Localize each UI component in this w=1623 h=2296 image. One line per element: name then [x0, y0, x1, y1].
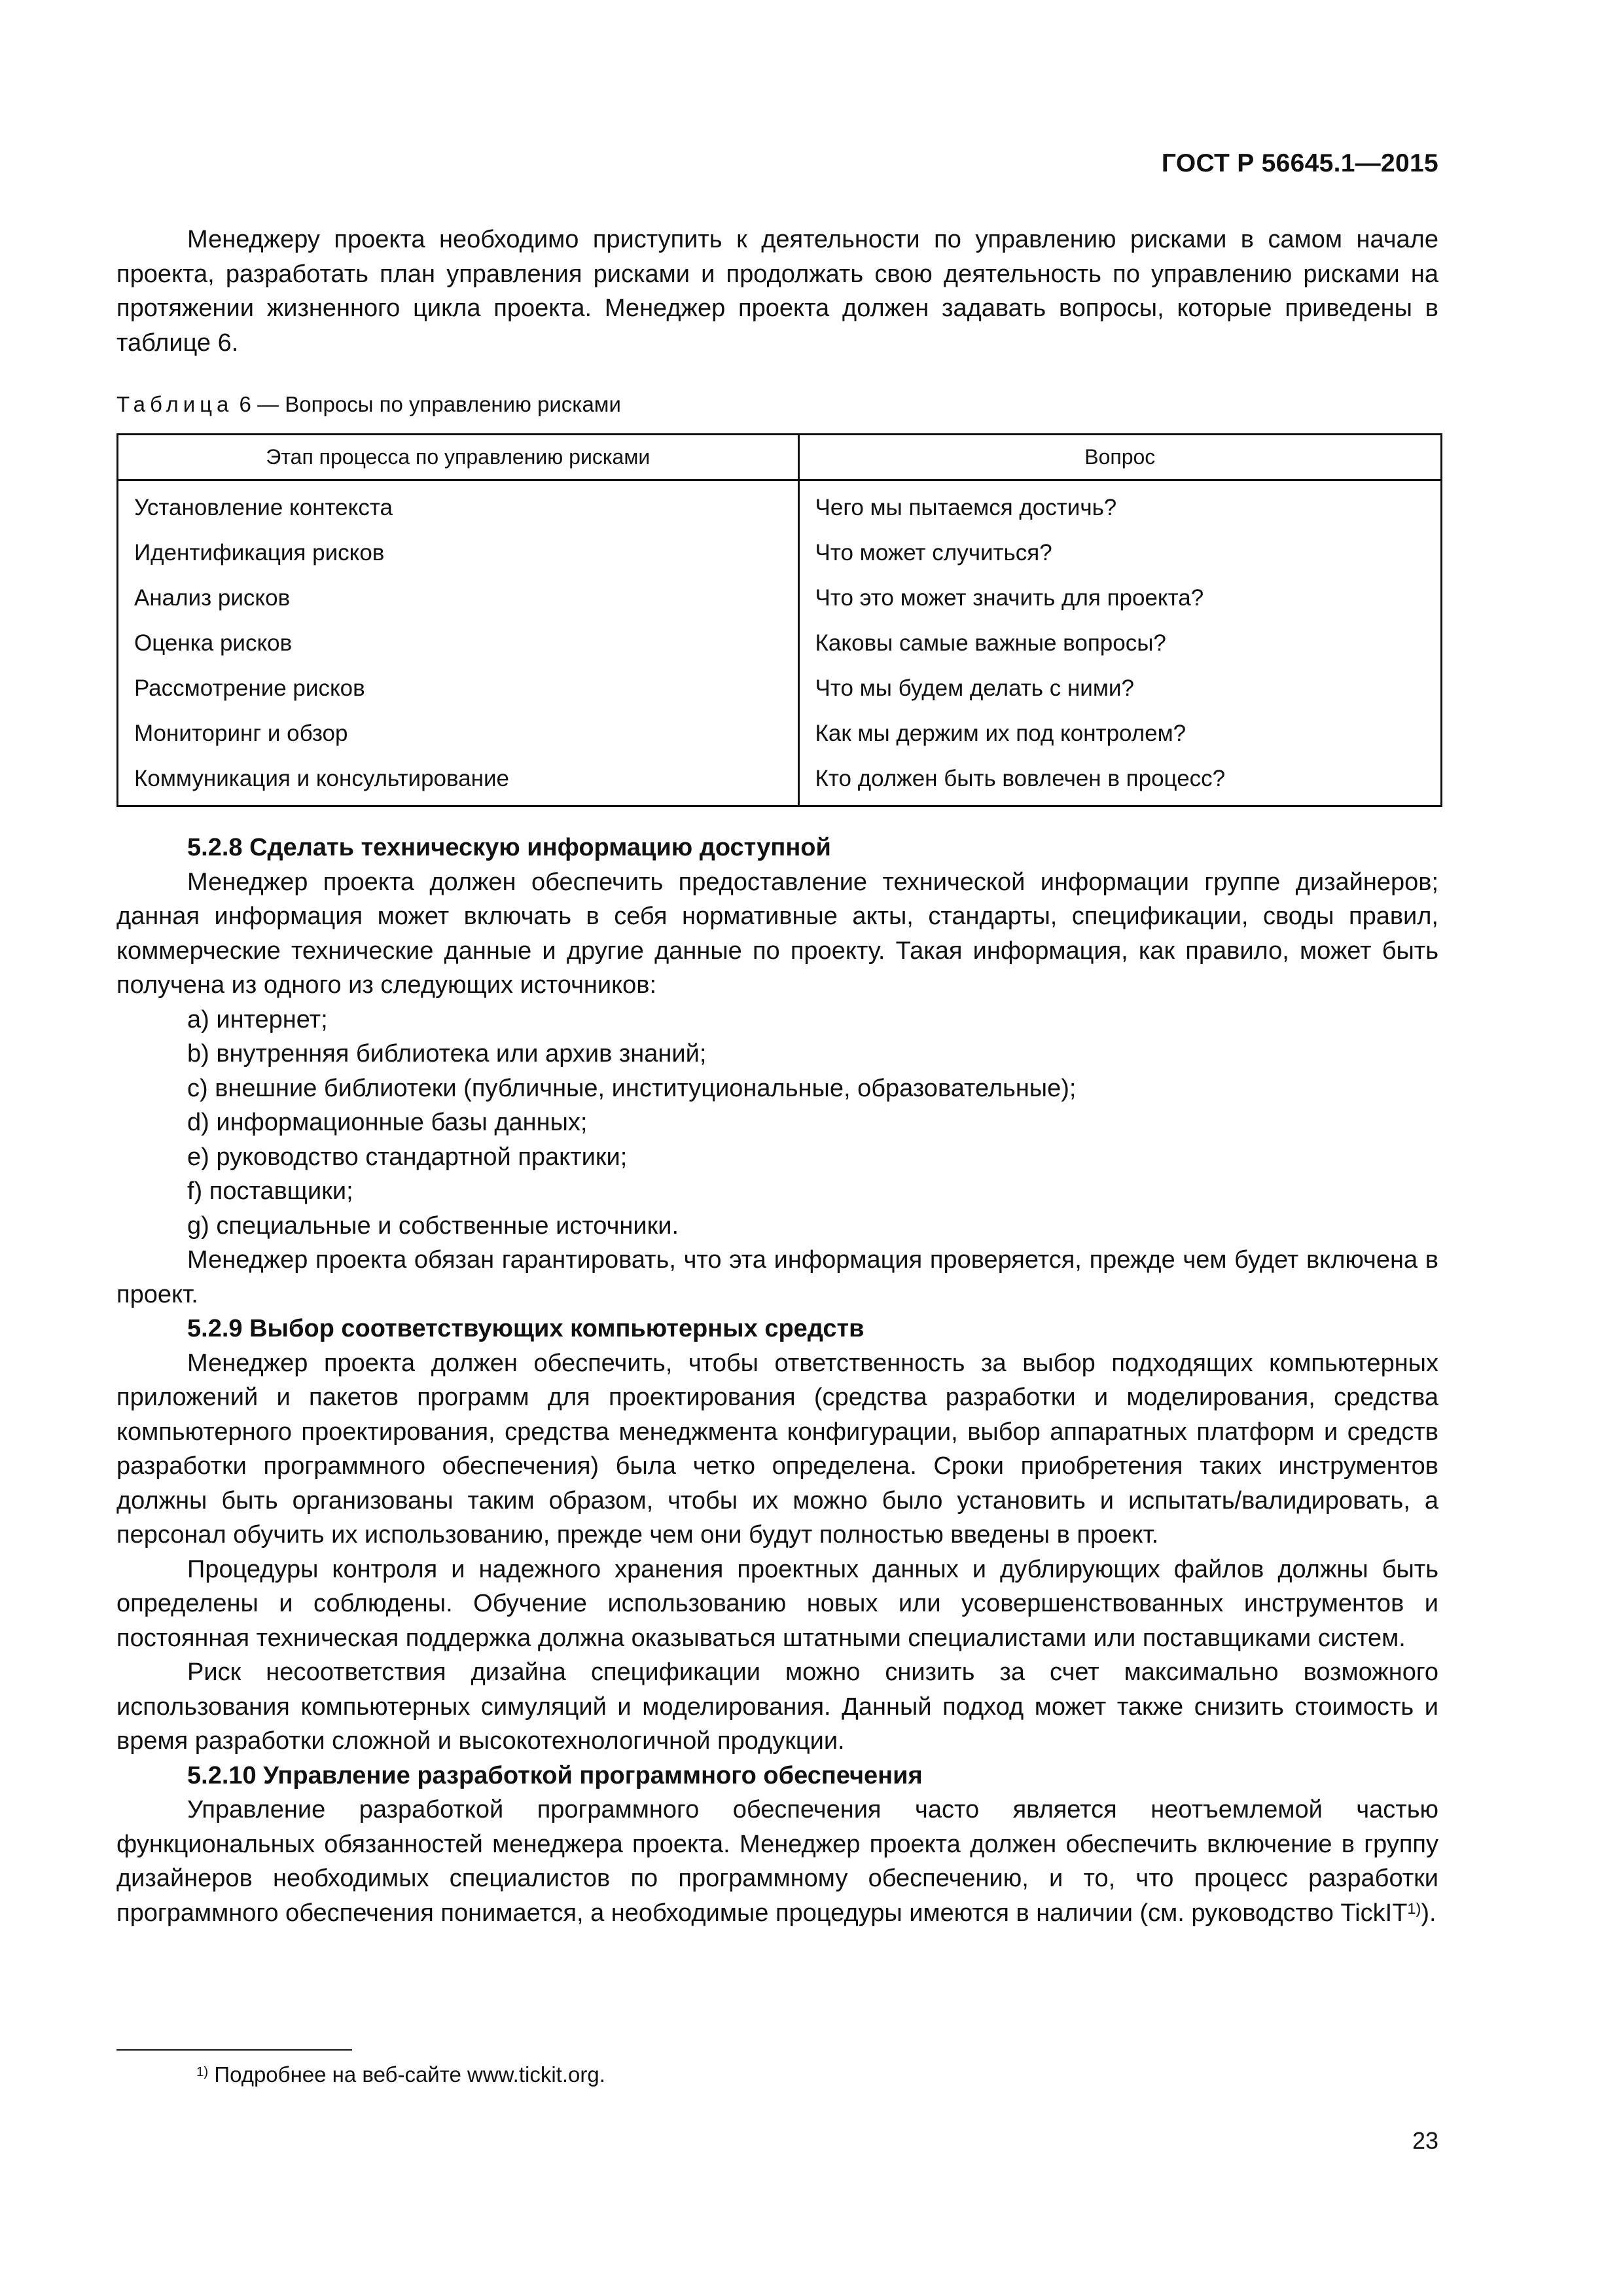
footnote-mark: 1) — [196, 2064, 209, 2079]
footnote — [196, 2060, 605, 2089]
table-caption-title: 6 — Вопросы по управлению рисками — [233, 392, 621, 416]
table-row — [118, 530, 1442, 575]
heading-5-2-9: 5.2.9 Выбор соответствующих компьютерных средств — [187, 1315, 865, 1342]
table-cell-stage: Анализ рисков — [118, 575, 799, 620]
table-cell-question: Как мы держим их под контролем? — [798, 711, 1441, 756]
table-cell-stage: Установление контекста — [118, 480, 799, 531]
paragraph-5-2-8-closing: Менеджер проекта обязан гарантировать, что эта информация проверяется, прежде чем будет включена в проект. — [116, 1246, 1438, 1308]
table-cell-question: Чего мы пытаемся достичь? — [798, 480, 1441, 531]
table-row — [118, 756, 1442, 806]
list-item: c) внешние библиотеки (публичные, институциональные, образовательные); — [187, 1074, 1077, 1102]
table-row — [118, 480, 1442, 531]
heading-5-2-10: 5.2.10 Управление разработкой программного обеспечения — [187, 1761, 923, 1789]
footnote-divider — [116, 2049, 352, 2051]
table-cell-question: Кто должен быть вовлечен в процесс? — [798, 756, 1441, 806]
main-text — [116, 831, 1438, 1930]
table-row — [118, 575, 1442, 620]
table-row — [118, 620, 1442, 666]
table-header-row — [118, 435, 1442, 480]
paragraph-5-2-9-1: Менеджер проекта должен обеспечить, чтобы ответственность за выбор подходящих компьютерных приложений и пакетов программ для проектирования (средства разработки и моделирования, средства компьютерного проектирования, средства менеджмента конфигурации, выбор аппаратных платформ и средств разработки программного обеспечения) была четко определена. Сроки приобретения таких инструментов должны быть организованы таким образом, чтобы их можно было установить и испытать/валидировать, а персонал обучить их использованию, прежде чем они будут полностью введены в проект. — [116, 1349, 1438, 1549]
paragraph-5-2-9-3: Риск несоответствия дизайна спецификации можно снизить за счет максимально возможного использования компьютерных симуляций и моделирования. Данный подход может также снизить стоимость и время разработки сложной и высокотехнологичной продукции. — [116, 1659, 1438, 1755]
paragraph-5-2-10-end: ). — [1421, 1899, 1436, 1927]
table-row — [118, 666, 1442, 711]
table-caption — [116, 390, 621, 419]
intro-paragraph: Менеджеру проекта необходимо приступить к деятельности по управлению рисками в самом начале проекта, разработать план управления рисками и продолжать свою деятельность по управлению рисками на протяжении жизненного цикла проекта. Менеджер проекта должен задавать вопросы, которые приведены в таблице 6. — [116, 226, 1438, 357]
table-cell-question: Что может случиться? — [798, 530, 1441, 575]
column-header-question: Вопрос — [798, 435, 1441, 480]
heading-5-2-8: 5.2.8 Сделать техническую информацию доступной — [187, 834, 831, 861]
column-header-stage: Этап процесса по управлению рисками — [118, 435, 799, 480]
list-item: a) интернет; — [187, 1005, 328, 1033]
table-cell-stage: Коммуникация и консультирование — [118, 756, 799, 806]
table-cell-stage: Оценка рисков — [118, 620, 799, 666]
list-item: g) специальные и собственные источники. — [187, 1211, 679, 1240]
paragraph-5-2-9-2: Процедуры контроля и надежного хранения проектных данных и дублирующих файлов должны быть определены и соблюдены. Обучение использованию новых или усовершенствованных инструментов и постоянная техническая поддержка должна оказываться штатными специалистами или поставщиками систем. — [116, 1555, 1438, 1652]
table-cell-stage: Мониторинг и обзор — [118, 711, 799, 756]
table-cell-stage: Рассмотрение рисков — [118, 666, 799, 711]
paragraph-5-2-8: Менеджер проекта должен обеспечить предоставление технической информации группе дизайнеров; данная информация может включать в себя нормативные акты, стандарты, спецификации, своды правил, коммерческие технические данные и другие данные по проекту. Такая информация, как правило, может быть получена из одного из следующих источников: — [116, 868, 1438, 999]
table-cell-question: Что это может значить для проекта? — [798, 575, 1441, 620]
document-code: ГОСТ Р 56645.1—2015 — [1161, 149, 1438, 177]
table-cell-question: Каковы самые важные вопросы? — [798, 620, 1441, 666]
page-number: 23 — [1412, 2127, 1438, 2154]
table-cell-question: Что мы будем делать с ними? — [798, 666, 1441, 711]
list-item: e) руководство стандартной практики; — [187, 1143, 628, 1171]
table-caption-label: Таблица — [116, 392, 234, 416]
risk-questions-table — [116, 433, 1442, 807]
footnote-text: Подробнее на веб-сайте www.tickit.org. — [208, 2062, 605, 2087]
list-item: f) поставщики; — [187, 1177, 353, 1205]
intro-section — [116, 223, 1438, 360]
table-cell-stage: Идентификация рисков — [118, 530, 799, 575]
table-row — [118, 711, 1442, 756]
list-item: d) информационные базы данных; — [187, 1109, 588, 1136]
list-item: b) внутренняя библиотека или архив знаний; — [187, 1040, 707, 1067]
footnote-reference[interactable]: 1) — [1407, 1899, 1421, 1917]
paragraph-5-2-10 — [116, 1793, 1438, 1930]
paragraph-5-2-10-text: Управление разработкой программного обеспечения часто является неотъемлемой частью функциональных обязанностей менеджера проекта. Менеджер проекта должен обеспечить включение в группу дизайнеров необходимых специалистов по программному обеспечению, и то, что процесс разработки программного обеспечения понимается, а необходимые процедуры имеются в наличии (см. руководство TickIT — [116, 1796, 1438, 1927]
